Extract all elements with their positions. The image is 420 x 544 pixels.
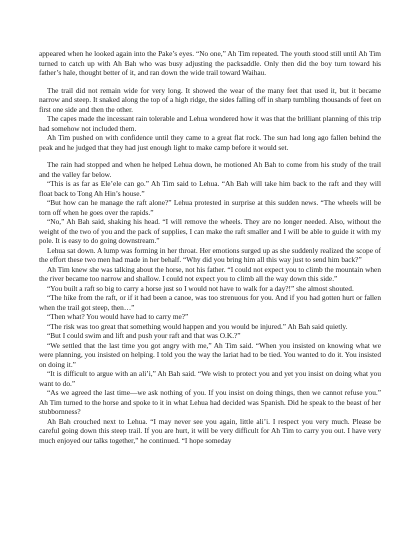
paragraph: “Then what? You would have had to carry me?” — [47, 312, 189, 321]
paragraph: “The risk was too great that something would happen and you would be injured.” Ah Bah said quietly. — [47, 321, 348, 331]
paragraph: “No,” Ah Bah said, shaking his head. “I will remove the wheels. They are no longer needed. Also, without the weight of the two of you and the pack of supplies, I can make the raft smaller and I will be able to guide it with my pole. It is easy to do going downstream.” — [39, 217, 381, 245]
paragraph: Lehua sat down. A lump was forming in her throat. Her emotions surged up as she suddenly realized the scope of the effort these two men had made in her behalf. “Why did you bring him all this way just to send him back?” — [39, 245, 381, 264]
paragraph: “It is difficult to argue with an ali’i,” Ah Bah said. “We wish to protect you and yet you insist on doing what you want to do.” — [39, 369, 381, 388]
paragraph: “But how can he manage the raft alone?” Lehua protested in surprise at this sudden news. “The wheels will be torn off when he goes over the rapids.” — [39, 198, 381, 217]
paragraph: The trail did not remain wide for very long. It showed the wear of the many feet that used it, but it became narrow and steep. It snaked along the top of a high ridge, the sides falling off in sharp tumbling thousands of feet on first one side and then the other. — [39, 85, 381, 114]
paragraph: Ah Bah crouched next to Lehua. “I may never see you again, little ali’i. I respect you very much. Please be careful going down this steep trail. If you are hurt, it will be very difficult for Ah Tim to carry you out. I have very much enjoyed our talks together,” he continued. “I hope someday — [39, 416, 381, 445]
paragraph: The capes made the incessant rain tolerable and Lehua wondered how it was that the brilliant planning of this trip had somehow not included them. — [39, 114, 381, 133]
paragraph: “We settled that the last time you got angry with me,” Ah Tim said. “When you insisted on knowing what we were planning, you insisted on helping. I told you the way the lariat had to be tied. You wanted to do it. You insisted on doing it.” — [39, 340, 381, 369]
paragraph: Ah Tim pushed on with confidence until they came to a great flat rock. The sun had long ago fallen behind the peak and he judged that they had just enough light to make camp before it would set. — [39, 133, 381, 152]
paragraph: “This is as far as Ele’ele can go.” Ah Tim said to Lehua. “Ah Bah will take him back to the raft and they will float back to Tong Ah Hin’s house.” — [39, 179, 381, 198]
paragraph: “But I could swim and lift and push your raft and that was O.K.?” — [47, 331, 241, 340]
paragraph: “As we agreed the last time—we ask nothing of you. If you insist on doing things, then we cannot refuse you.” Ah Tim turned to the horse and spoke to it in what Lehua had decided was Spanish. Did he speak to the beast of her stubbornness? — [39, 388, 381, 416]
paragraph: Ah Tim knew she was talking about the horse, not his father. “I could not expect you to climb the mountain when the river became too narrow and shallow. I could not expect you to climb all the way down this side.” — [39, 264, 381, 283]
paragraph: The rain had stopped and when he helped Lehua down, he motioned Ah Bah to come from his study of the trail and the valley far below. — [39, 160, 381, 179]
paragraph: “You built a raft so big to carry a horse just so I would not have to walk for a day?!” she almost shouted. — [47, 283, 354, 293]
paragraph: appeared when he looked again into the Pake’s eyes. “No one,” Ah Tim repeated. The youth stood still until Ah Tim turned to catch up with Ah Bah who was busy adjusting the packsaddle. Only then did the boy turn toward his father’s hale, thought better of it, and ran down the wide trail toward Waihau. — [39, 49, 381, 77]
paragraph: “The hike from the raft, or if it had been a canoe, was too strenuous for you. And if you had gotten hurt or fallen when the trail got steep, then…” — [39, 293, 381, 312]
